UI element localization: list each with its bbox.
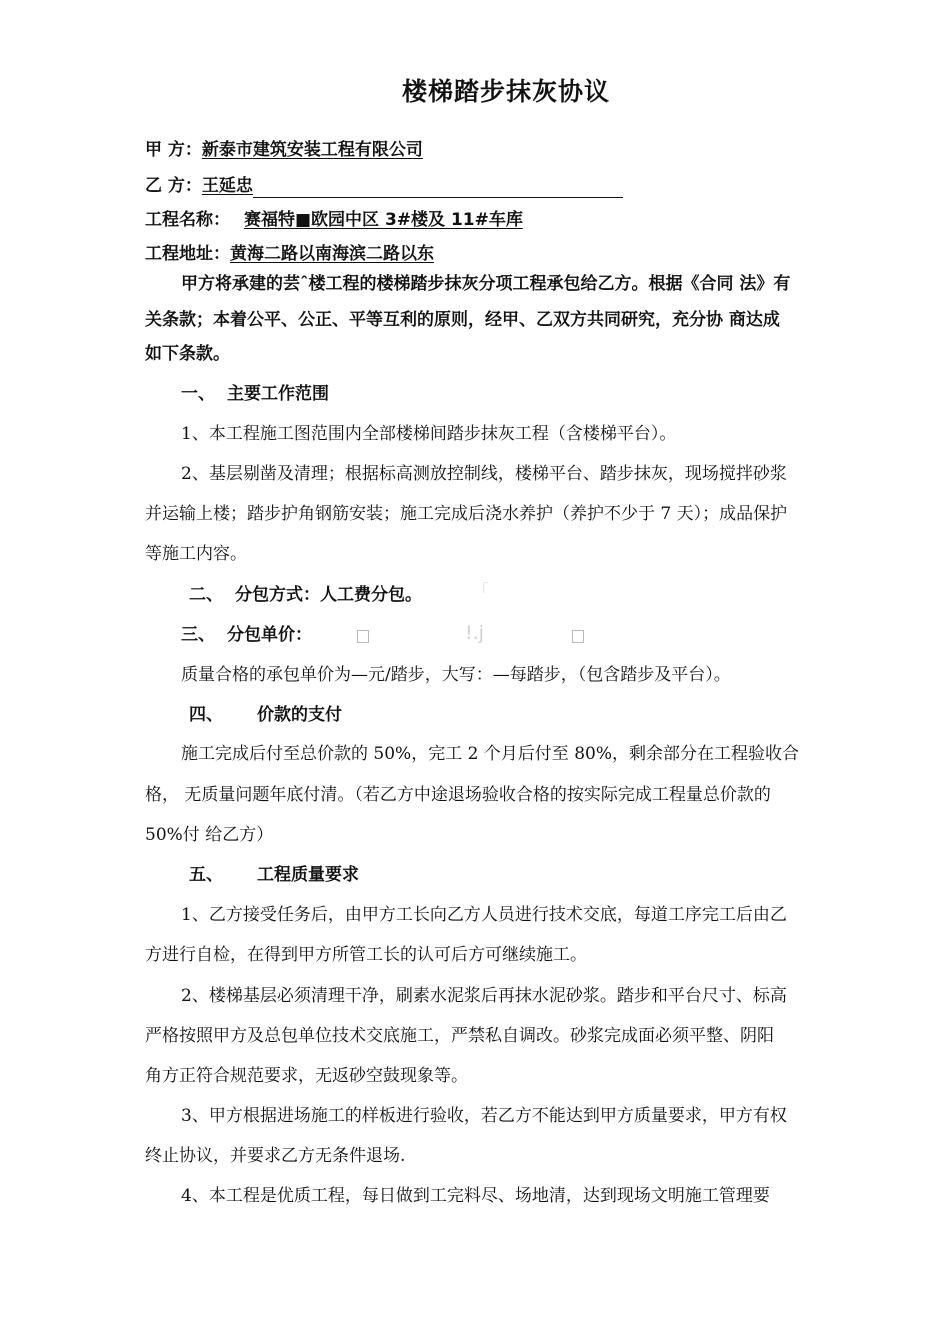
section-5-item-3-line-1: 3、甲方根据进场施工的样板进行验收，若乙方不能达到甲方质量要求，甲方有权 bbox=[181, 1106, 787, 1126]
project-address-row bbox=[145, 242, 434, 266]
document-title: 楼梯踏步抹灰协议 bbox=[401, 77, 610, 106]
intro-line-1: 甲方将承建的芸ˆ楼工程的楼梯踏步抹灰分项工程承包给乙方。根据《合同 法》有 bbox=[181, 274, 791, 294]
section-4-line-2: 格， 无质量问题年底付清。（若乙方中途退场验收合格的按实际完成工程量总价款的 bbox=[145, 785, 771, 805]
section-3-text: 质量合格的承包单价为—元/踏步，大写：—每踏步，（包含踏步及平台）。 bbox=[181, 665, 731, 685]
intro-line-3: 如下条款。 bbox=[145, 344, 230, 364]
party-b-row bbox=[145, 174, 623, 198]
party-b-value: 王延忠 bbox=[201, 176, 253, 196]
section-5-heading bbox=[189, 863, 359, 887]
section-5-title: 工程质量要求 bbox=[257, 865, 359, 885]
section-5-item-2-line-1: 2、楼梯基层必须清理干净，刷素水泥浆后再抹水泥砂浆。踏步和平台尺寸、标高 bbox=[181, 986, 787, 1006]
section-3-blank-box-2 bbox=[572, 624, 584, 648]
project-address-label: 工程地址： bbox=[145, 244, 230, 264]
party-b-label: 乙 方： bbox=[145, 176, 202, 196]
section-1-item-2-line-3: 等施工内容。 bbox=[145, 544, 247, 564]
section-5-number: 五、 bbox=[189, 865, 223, 885]
project-name-label: 工程名称： bbox=[145, 210, 230, 230]
party-a-row bbox=[145, 138, 423, 162]
section-3-faint-mark: !.j bbox=[465, 622, 484, 644]
section-5-item-1-line-1: 1、乙方接受任务后，由甲方工长向乙方人员进行技术交底，每道工序完工后由乙 bbox=[181, 905, 787, 925]
project-name-row bbox=[145, 208, 523, 232]
section-2-number: 二、 bbox=[189, 585, 223, 605]
section-2-title: 分包方式：人工费分包。 bbox=[235, 585, 422, 605]
section-1-title: 主要工作范围 bbox=[227, 384, 329, 404]
section-1-heading bbox=[181, 382, 329, 406]
section-2-heading bbox=[189, 583, 422, 607]
section-1-item-1: 1、本工程施工图范围内全部楼梯间踏步抹灰工程（含楼梯平台）。 bbox=[181, 424, 677, 444]
section-4-line-3: 50%付 给乙方） bbox=[145, 825, 274, 845]
section-3-number: 三、 bbox=[181, 625, 215, 645]
section-4-title: 价款的支付 bbox=[257, 705, 342, 725]
section-4-heading bbox=[189, 703, 342, 727]
section-5-item-2-line-3: 角方正符合规范要求，无返砂空鼓现象等。 bbox=[145, 1066, 468, 1086]
section-5-item-2-line-2: 严格按照甲方及总包单位技术交底施工，严禁私自调改。砂浆完成面必须平整、阴阳 bbox=[145, 1026, 774, 1046]
section-4-line-1: 施工完成后付至总价款的 50%，完工 2 个月后付至 80%，剩余部分在工程验收合 bbox=[181, 744, 800, 764]
party-a-label: 甲 方： bbox=[145, 140, 202, 160]
section-5-item-4-line-1: 4、本工程是优质工程，每日做到工完料尽、场地清，达到现场文明施工管理要 bbox=[181, 1186, 770, 1206]
section-1-item-2-line-2: 并运输上楼；踏步护角钢筋安装；施工完成后浇水养护（养护不少于 7 天）；成品保护 bbox=[145, 504, 788, 524]
section-3-title: 分包单价： bbox=[227, 625, 312, 645]
intro-line-2: 关条款；本着公平、公正、平等互利的原则，经甲、乙双方共同研究，充分协 商达成 bbox=[145, 310, 780, 330]
section-3-heading bbox=[181, 623, 312, 647]
project-name-value: 赛福特■欧园中区 3#楼及 11#车库 bbox=[244, 210, 523, 230]
project-address-value: 黄海二路以南海滨二路以东 bbox=[230, 244, 434, 264]
section-2-faint-mark: 「 bbox=[473, 581, 490, 600]
section-1-item-2-line-1: 2、基层剔凿及清理；根据标高测放控制线，楼梯平台、踏步抹灰，现场搅拌砂浆 bbox=[181, 464, 787, 484]
party-b-blank-line bbox=[253, 179, 623, 198]
section-3-blank-box-1 bbox=[357, 624, 369, 648]
section-5-item-3-line-2: 终止协议，并要求乙方无条件退场. bbox=[145, 1146, 406, 1166]
section-5-item-1-line-2: 方进行自检，在得到甲方所管工长的认可后方可继续施工。 bbox=[145, 945, 587, 965]
party-a-value: 新泰市建筑安装工程有限公司 bbox=[201, 140, 423, 160]
section-4-number: 四、 bbox=[189, 705, 223, 725]
section-1-number: 一、 bbox=[181, 384, 215, 404]
